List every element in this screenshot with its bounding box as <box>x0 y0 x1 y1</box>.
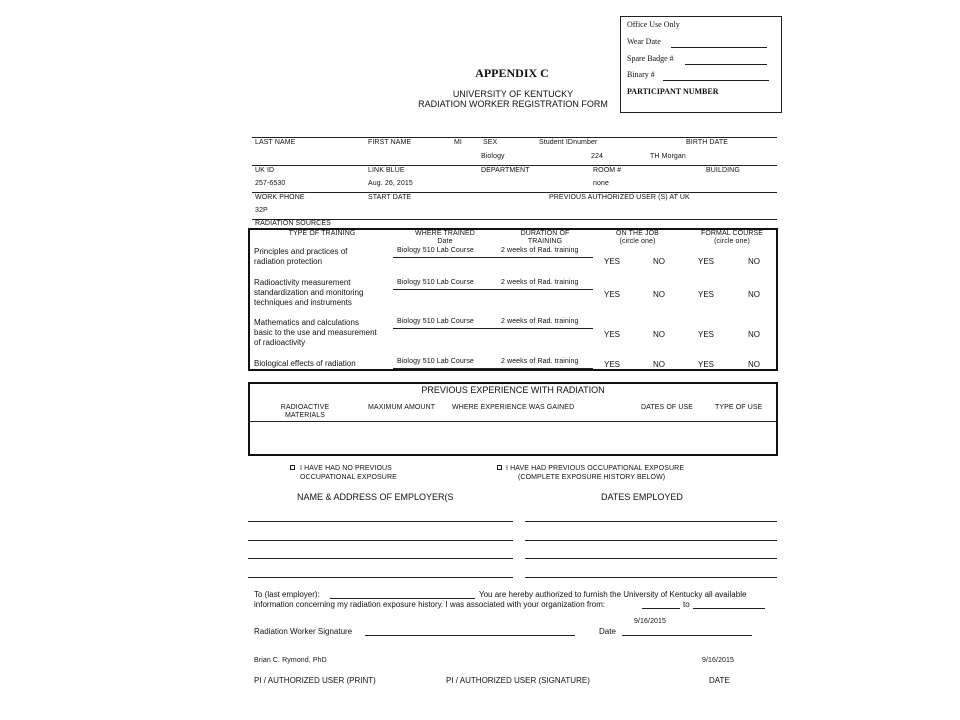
where-trained-underline <box>393 257 593 258</box>
training-type-line1: Radioactivity measurement <box>254 278 351 287</box>
formal-no-option[interactable]: NO <box>748 330 760 339</box>
where-trained-value[interactable]: Biology 510 Lab Course <box>397 358 474 365</box>
wear-date-line[interactable] <box>671 47 767 48</box>
room-value[interactable]: 224 <box>591 153 603 160</box>
building-value[interactable]: TH Morgan <box>650 153 686 160</box>
personal-row3-line <box>252 192 777 193</box>
binary-label: Binary # <box>627 70 655 79</box>
where-trained-value[interactable]: Biology 510 Lab Course <box>397 247 474 254</box>
materials-header <box>270 404 340 420</box>
training-type-line3: techniques and instruments <box>254 298 352 307</box>
where-trained-underline <box>393 368 593 369</box>
on-job-no-option[interactable]: NO <box>653 330 665 339</box>
where-trained-underline <box>393 328 593 329</box>
pi-date-value[interactable]: 9/16/2015 <box>702 657 735 664</box>
mi-label: MI <box>454 139 462 146</box>
duration-header-line1: DURATION OF <box>520 230 570 237</box>
duration-value[interactable]: 2 weeks of Rad. training <box>501 358 579 365</box>
last-employer-line[interactable] <box>330 598 475 599</box>
formal-no-option[interactable]: NO <box>748 360 760 369</box>
worker-signature-label: Radiation Worker Signature <box>254 627 353 636</box>
on-the-job-header-line2: (circle one) <box>619 238 656 245</box>
from-date-line[interactable] <box>642 608 680 609</box>
spare-badge-line[interactable] <box>685 64 767 65</box>
formal-no-option[interactable]: NO <box>748 290 760 299</box>
work-phone-label: WORK PHONE <box>255 194 305 201</box>
prev-exposure-label <box>506 464 684 482</box>
office-use-title: Office Use Only <box>627 20 680 29</box>
building-label: BUILDING <box>706 167 740 174</box>
no-exposure-label-line1: I HAVE HAD NO PREVIOUS <box>300 465 392 472</box>
training-type-line2: standardization and monitoring <box>254 288 364 297</box>
dates-line-2[interactable] <box>525 540 777 541</box>
student-id-label: Student IDnumber <box>539 139 598 146</box>
employer-line-3[interactable] <box>248 558 513 559</box>
duration-value[interactable]: 2 weeks of Rad. training <box>501 279 579 286</box>
employer-line-2[interactable] <box>248 540 513 541</box>
on-job-no-option[interactable]: NO <box>653 360 665 369</box>
link-blue-label: LINK BLUE <box>368 167 405 174</box>
pi-signature-label: PI / AUTHORIZED USER (SIGNATURE) <box>446 676 590 685</box>
employer-line-1[interactable] <box>248 521 513 522</box>
signature-date-value[interactable]: 9/16/2015 <box>634 618 667 625</box>
wear-date-label: Wear Date <box>627 37 661 46</box>
where-trained-header <box>395 230 495 246</box>
pi-print-label: PI / AUTHORIZED USER (PRINT) <box>254 676 376 685</box>
link-blue-value[interactable]: Aug. 26, 2015 <box>368 180 413 187</box>
duration-header-line2: TRAINING <box>527 238 563 245</box>
birth-date-label: BIRTH DATE <box>686 139 728 146</box>
training-type-line1: Biological effects of radiation <box>254 359 356 368</box>
uk-id-value[interactable]: 257-6530 <box>255 180 286 187</box>
where-trained-header-line1: WHERE TRAINED <box>415 230 475 237</box>
office-use-box <box>620 16 782 113</box>
form-title: RADIATION WORKER REGISTRATION FORM <box>418 99 608 109</box>
on-job-yes-option[interactable]: YES <box>604 330 621 339</box>
where-trained-value[interactable]: Biology 510 Lab Course <box>397 279 474 286</box>
materials-header-line2: MATERIALS <box>284 412 326 419</box>
prev-user-label: PREVIOUS AUTHORIZED USER (S) AT UK <box>549 194 690 201</box>
max-amount-header: MAXIMUM AMOUNT <box>368 404 436 411</box>
experience-title: PREVIOUS EXPERIENCE WITH RADIATION <box>421 385 605 395</box>
authorization-text-1: You are hereby authorized to furnish the University of Kentucky all available <box>479 590 747 599</box>
on-job-yes-option[interactable]: YES <box>604 257 621 266</box>
duration-value[interactable]: 2 weeks of Rad. training <box>501 247 579 254</box>
first-name-label: FIRST NAME <box>368 139 412 146</box>
spare-badge-label: Spare Badge # <box>627 54 674 63</box>
sex-label: SEX <box>483 139 498 146</box>
on-job-yes-option[interactable]: YES <box>604 290 621 299</box>
no-exposure-label <box>300 464 397 482</box>
training-type-line2: basic to the use and measurement <box>254 328 377 337</box>
on-job-no-option[interactable]: NO <box>653 290 665 299</box>
employer-label: NAME & ADDRESS OF EMPLOYER(S <box>297 492 454 502</box>
prev-exposure-label-line1: I HAVE HAD PREVIOUS OCCUPATIONAL EXPOSURE <box>506 465 685 472</box>
formal-no-option[interactable]: NO <box>748 257 760 266</box>
formal-yes-option[interactable]: YES <box>698 257 715 266</box>
department-label: DEPARTMENT <box>481 167 530 174</box>
radiation-sources-label: RADIATION SOURCES <box>255 220 331 227</box>
formal-yes-option[interactable]: YES <box>698 290 715 299</box>
training-type-line1: Mathematics and calculations <box>254 318 359 327</box>
employer-line-4[interactable] <box>248 577 513 578</box>
training-row <box>254 318 377 348</box>
no-exposure-checkbox[interactable] <box>290 465 295 470</box>
duration-header <box>495 230 595 246</box>
to-label: to <box>683 600 690 609</box>
dates-employed-label: DATES EMPLOYED <box>601 492 683 502</box>
training-type-header: TYPE OF TRAINING <box>288 230 356 237</box>
on-the-job-header <box>595 230 680 246</box>
participant-number-label: PARTICIPANT NUMBER <box>627 87 719 96</box>
on-the-job-header-line1: ON THE JOB <box>616 230 659 237</box>
training-type-line2: radiation protection <box>254 257 323 266</box>
start-date-label: START DATE <box>368 194 412 201</box>
room-secondary-value[interactable]: none <box>593 180 609 187</box>
training-row <box>254 359 356 368</box>
signature-date-line[interactable] <box>622 635 752 636</box>
signature-date-label: Date <box>599 627 616 636</box>
last-employer-label: To (last employer): <box>254 590 320 599</box>
formal-yes-option[interactable]: YES <box>698 330 715 339</box>
materials-header-line1: RADIOACTIVE <box>280 404 330 411</box>
work-phone-value[interactable]: 32P <box>255 207 268 214</box>
dates-of-use-header: DATES OF USE <box>641 404 694 411</box>
department-value[interactable]: Biology <box>481 153 505 160</box>
formal-course-header-line2: (circle one) <box>714 238 750 245</box>
training-row <box>254 278 363 308</box>
formal-course-header <box>688 230 776 246</box>
room-label: ROOM # <box>593 167 622 174</box>
worker-signature-line[interactable] <box>365 635 575 636</box>
prev-exposure-checkbox[interactable] <box>497 465 502 470</box>
training-type-line3: of radioactivity <box>254 338 306 347</box>
where-trained-underline <box>393 289 593 290</box>
duration-value[interactable]: 2 weeks of Rad. training <box>501 318 579 325</box>
to-date-line[interactable] <box>693 608 765 609</box>
on-job-yes-option[interactable]: YES <box>604 360 621 369</box>
pi-name-value[interactable]: Brian C. Rymond, PhD <box>254 657 327 664</box>
type-of-use-header: TYPE OF USE <box>715 404 763 411</box>
training-type-line1: Principles and practices of <box>254 247 348 256</box>
dates-line-4[interactable] <box>525 577 777 578</box>
dates-line-3[interactable] <box>525 558 777 559</box>
training-row <box>254 247 347 267</box>
appendix-title: APPENDIX C <box>475 66 549 80</box>
where-trained-header-line2: Date <box>437 238 453 245</box>
formal-yes-option[interactable]: YES <box>698 360 715 369</box>
personal-top-line <box>252 137 777 138</box>
formal-course-header-line1: FORMAL COURSE <box>700 230 764 237</box>
authorization-text-2: information concerning my radiation exposure history. I was associated with your organization from: <box>254 600 606 609</box>
uk-id-label: UK ID <box>255 167 275 174</box>
pi-date-label: DATE <box>709 676 730 685</box>
last-name-label: LAST NAME <box>255 139 296 146</box>
on-job-no-option[interactable]: NO <box>653 257 665 266</box>
no-exposure-label-line2: OCCUPATIONAL EXPOSURE <box>300 474 397 481</box>
experience-header-divider <box>249 421 777 422</box>
personal-row2-line <box>252 165 777 166</box>
where-trained-value[interactable]: Biology 510 Lab Course <box>397 318 474 325</box>
dates-line-1[interactable] <box>525 521 777 522</box>
prev-exposure-label-line2: (COMPLETE EXPOSURE HISTORY BELOW) <box>518 474 666 481</box>
where-gained-header: WHERE EXPERIENCE WAS GAINED <box>452 404 575 411</box>
university-name: UNIVERSITY OF KENTUCKY <box>452 89 574 99</box>
binary-line[interactable] <box>663 80 769 81</box>
